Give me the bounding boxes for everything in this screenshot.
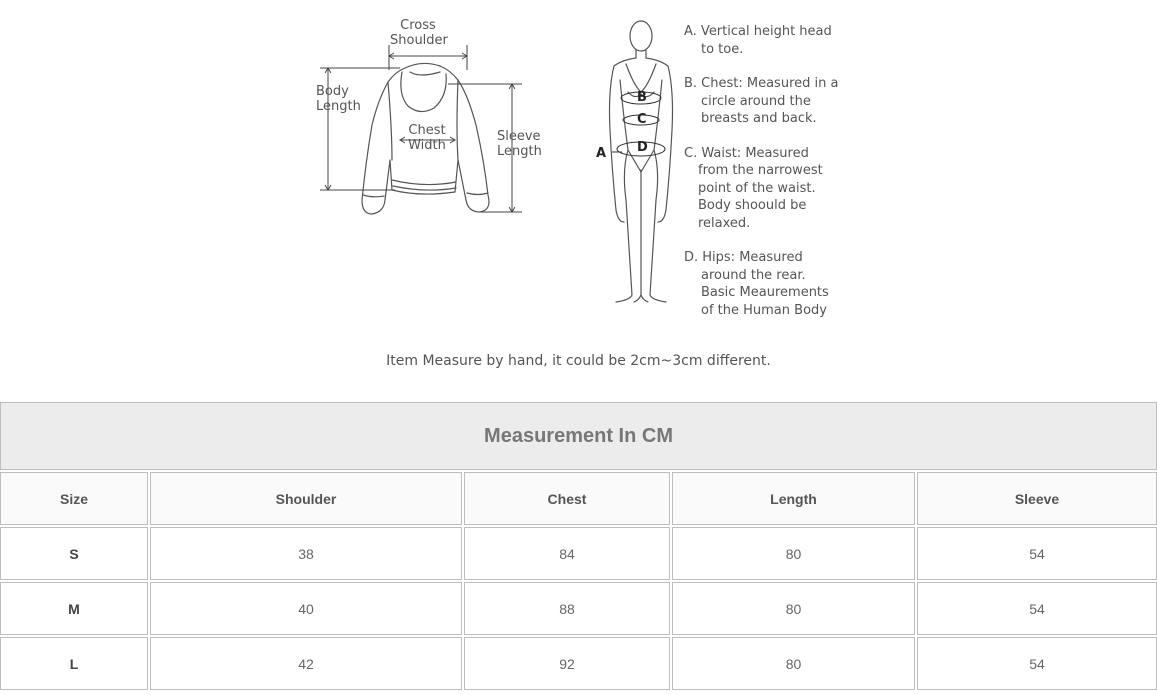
legend-line: from the narrowest	[698, 163, 823, 178]
table-row	[0, 527, 1157, 580]
table-header-row	[0, 472, 1157, 525]
label-line: Length	[316, 99, 361, 114]
size-table-container	[0, 400, 1157, 692]
legend-line: A. Vertical height head	[684, 24, 832, 39]
legend-line: around the rear.	[701, 267, 806, 283]
legend-line: C. Waist: Measured	[684, 145, 809, 161]
legend-item-c	[684, 145, 854, 233]
column-header-size: Size	[0, 472, 148, 525]
sleeve-length-label	[497, 129, 542, 159]
label-line: Shoulder	[390, 33, 448, 48]
shoulder-cell: 42	[150, 637, 462, 690]
measurement-note: Item Measure by hand, it could be 2cm~3cm different.	[386, 353, 771, 369]
column-header-sleeve: Sleeve	[917, 472, 1157, 525]
label-line: Body	[316, 84, 349, 99]
shoulder-cell: 40	[150, 582, 462, 635]
length-cell: 80	[672, 582, 915, 635]
size-cell: M	[0, 582, 148, 635]
legend-line: point of the waist.	[698, 180, 816, 196]
body-length-label	[316, 84, 361, 114]
column-header-shoulder: Shoulder	[150, 472, 462, 525]
legend-line: to toe.	[701, 41, 744, 57]
sleeve-cell: 54	[917, 637, 1157, 690]
cross-shoulder-label	[390, 18, 446, 48]
table-row	[0, 637, 1157, 690]
body-letter-c: C	[637, 112, 647, 127]
body-letter-d: D	[637, 140, 648, 155]
chest-cell: 88	[464, 582, 670, 635]
legend-line: Basic Meaurements	[701, 285, 829, 300]
size-table	[0, 400, 1157, 692]
shoulder-cell: 38	[150, 527, 462, 580]
legend-item-a	[684, 23, 854, 58]
length-cell: 80	[672, 527, 915, 580]
legend-line: D. Hips: Measured	[684, 250, 803, 265]
label-line: Chest	[408, 123, 446, 138]
legend-line: circle around the	[701, 93, 811, 109]
chest-cell: 84	[464, 527, 670, 580]
table-row	[0, 582, 1157, 635]
size-cell: S	[0, 527, 148, 580]
chest-width-label	[402, 123, 452, 153]
label-line: Cross	[400, 18, 436, 33]
legend-line: Body shoould be	[698, 198, 807, 213]
sleeve-cell: 54	[917, 582, 1157, 635]
legend-item-d	[684, 249, 854, 319]
length-cell: 80	[672, 637, 915, 690]
legend-line: of the Human Body	[701, 302, 827, 318]
body-measurement-legend	[684, 23, 854, 336]
legend-line: breasts and back.	[701, 111, 817, 126]
body-letter-b: B	[637, 90, 647, 105]
sleeve-cell: 54	[917, 527, 1157, 580]
column-header-chest: Chest	[464, 472, 670, 525]
legend-line: B. Chest: Measured in a	[684, 76, 839, 91]
size-cell: L	[0, 637, 148, 690]
column-header-length: Length	[672, 472, 915, 525]
legend-item-b	[684, 75, 854, 128]
label-line: Width	[408, 138, 446, 153]
label-line: Sleeve	[497, 129, 541, 144]
legend-line: relaxed.	[698, 215, 751, 231]
table-title: Measurement In CM	[0, 402, 1157, 470]
chest-cell: 92	[464, 637, 670, 690]
label-line: Length	[497, 144, 542, 159]
body-figure-illustration	[0, 0, 700, 320]
body-letter-a: A	[596, 146, 607, 161]
